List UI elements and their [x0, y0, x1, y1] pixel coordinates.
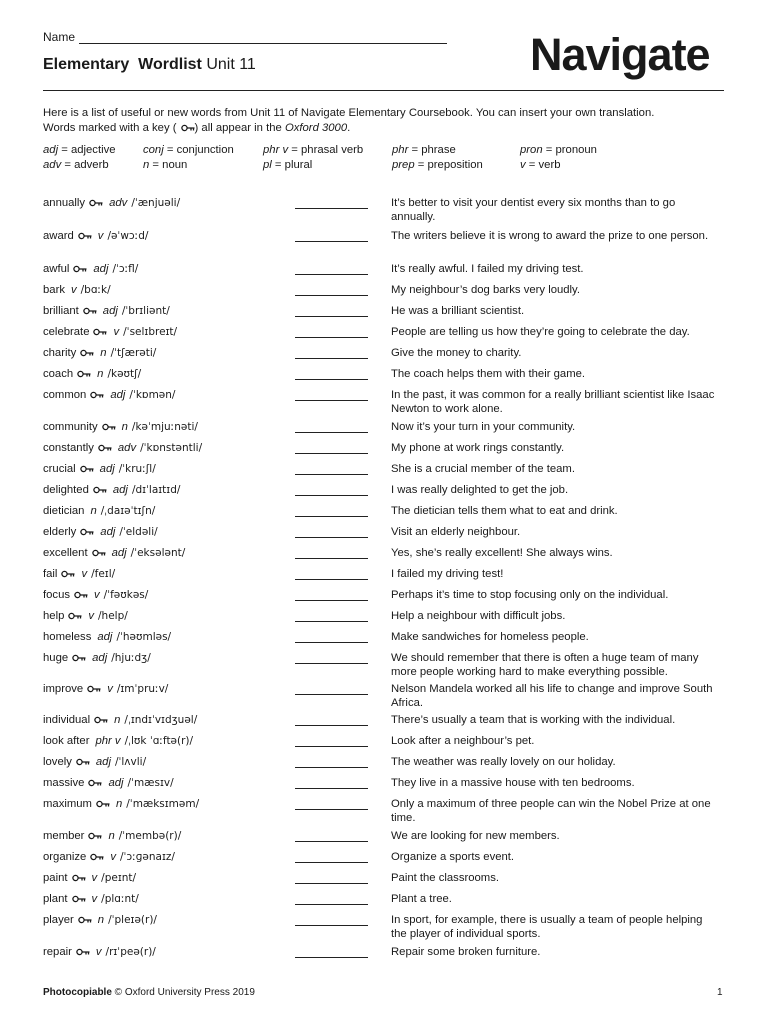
pronunciation: /hjuːdʒ/: [111, 652, 151, 664]
name-label: Name: [43, 30, 76, 44]
key-icon: [83, 307, 97, 315]
part-of-speech: n: [100, 347, 107, 359]
translation-blank[interactable]: [295, 767, 368, 768]
headword: celebrate: [43, 326, 90, 338]
pronunciation: /kəˈmjuːnəti/: [131, 421, 198, 433]
part-of-speech: n: [90, 505, 97, 517]
legend-abbr: prep: [392, 159, 415, 171]
translation-blank[interactable]: [295, 746, 368, 747]
footer-copyright: [43, 987, 255, 998]
example-sentence: Give the money to charity.: [391, 347, 522, 359]
pronunciation: /ˈeksələnt/: [130, 547, 186, 559]
key-icon: [72, 874, 86, 882]
translation-blank[interactable]: [295, 208, 368, 209]
part-of-speech: adv: [117, 442, 137, 454]
part-of-speech: adj: [97, 631, 113, 643]
key-icon: [102, 423, 116, 431]
word-entry: [43, 682, 168, 696]
pronunciation: /plɑːnt/: [101, 893, 139, 905]
intro-oxford-3000: Oxford 3000: [284, 121, 348, 134]
translation-blank[interactable]: [295, 788, 368, 789]
part-of-speech: n: [114, 714, 121, 726]
pronunciation: /kəʊtʃ/: [107, 368, 142, 380]
legend-item: [263, 143, 363, 158]
pronunciation: /ˈɔːɡənaɪz/: [120, 851, 175, 863]
key-icon: [90, 853, 104, 861]
word-entry: [43, 829, 181, 843]
word-entry: [43, 346, 156, 360]
word-entry: [43, 196, 180, 210]
word-entry: [43, 651, 151, 665]
intro-line-2: [43, 121, 724, 136]
key-icon: [80, 528, 94, 536]
translation-blank[interactable]: [295, 537, 368, 538]
word-entry: [43, 567, 115, 581]
pronunciation: /rɪˈpeə(r)/: [105, 946, 156, 958]
word-entry: [43, 262, 138, 276]
word-entry: [43, 304, 170, 318]
headword: brilliant: [43, 305, 79, 317]
pronunciation: /ˈeldəli/: [119, 526, 158, 538]
part-of-speech: v: [113, 326, 120, 338]
translation-blank[interactable]: [295, 241, 368, 242]
word-entry: [43, 462, 156, 476]
part-of-speech: adj: [102, 305, 118, 317]
footer-copyright-text: © Oxford University Press 2019: [111, 987, 255, 998]
intro-line-2-end: .: [347, 121, 351, 134]
example-sentence: Now it’s your turn in your community.: [391, 421, 576, 433]
word-entry: [43, 420, 198, 434]
part-of-speech: adj: [95, 756, 111, 768]
word-entry: [43, 388, 175, 402]
pronunciation: /feɪl/: [91, 568, 116, 580]
key-icon: [96, 800, 110, 808]
example-sentence: We are looking for new members.: [391, 830, 560, 842]
word-entry: [43, 734, 193, 748]
key-icon: [76, 758, 90, 766]
key-icon: [72, 654, 86, 662]
pronunciation: /ˈænjuəli/: [131, 197, 181, 209]
intro-text: [43, 106, 724, 135]
part-of-speech: v: [70, 284, 77, 296]
legend-meaning: = noun: [149, 159, 188, 171]
key-icon: [77, 370, 91, 378]
part-of-speech: adj: [111, 547, 127, 559]
headword: crucial: [43, 463, 76, 475]
headword: lovely: [43, 756, 72, 768]
brand-logo: Navigate: [530, 29, 710, 80]
part-of-speech: adj: [110, 389, 126, 401]
translation-blank[interactable]: [295, 957, 368, 958]
pronunciation: /ˈfəʊkəs/: [103, 589, 149, 601]
word-entry: [43, 504, 155, 518]
translation-blank[interactable]: [295, 642, 368, 643]
translation-blank[interactable]: [295, 432, 368, 433]
name-blank-line: [79, 32, 447, 44]
key-icon: [89, 199, 103, 207]
key-icon: [61, 570, 75, 578]
headword: improve: [43, 683, 84, 695]
example-sentence: Make sandwiches for homeless people.: [391, 631, 589, 643]
pronunciation: /ˈhəʊmləs/: [116, 631, 172, 643]
translation-blank[interactable]: [295, 495, 368, 496]
legend-abbr: conj: [143, 144, 164, 156]
headword: elderly: [43, 526, 77, 538]
word-entry: [43, 441, 202, 455]
part-of-speech: v: [110, 851, 116, 863]
pronunciation: /ˈpleɪə(r)/: [108, 914, 157, 926]
translation-blank[interactable]: [295, 453, 368, 454]
translation-blank[interactable]: [295, 904, 368, 905]
key-icon: [74, 591, 88, 599]
part-of-speech: v: [88, 610, 95, 622]
word-entry: [43, 483, 180, 497]
example-sentence: It’s really awful. I failed my driving test.: [391, 263, 584, 275]
word-entry: [43, 850, 175, 864]
headword: individual: [43, 714, 91, 726]
headword: massive: [43, 777, 85, 789]
headword: paint: [43, 872, 68, 884]
legend-abbr: n: [143, 159, 150, 171]
part-of-speech: adj: [92, 652, 108, 664]
example-sentence: It’s better to visit your dentist every six months than to go annually.: [391, 197, 676, 223]
pronunciation: /ˈkɒmən/: [129, 389, 176, 401]
part-of-speech: adv: [109, 197, 128, 209]
part-of-speech: v: [91, 872, 98, 884]
word-entry: [43, 871, 136, 885]
headword: huge: [43, 652, 69, 664]
key-icon: [90, 391, 104, 399]
name-field-row: [43, 30, 447, 44]
headword: player: [43, 914, 74, 926]
headword: excellent: [43, 547, 88, 559]
translation-blank[interactable]: [295, 558, 368, 559]
legend-meaning: = phrasal verb: [288, 144, 364, 156]
pronunciation: /ˈtʃærəti/: [110, 347, 157, 359]
legend-meaning: = pronoun: [542, 144, 597, 156]
headword: plant: [43, 893, 68, 905]
pronunciation: /dɪˈlaɪtɪd/: [131, 484, 181, 496]
word-entry: [43, 367, 141, 381]
key-icon: [87, 685, 101, 693]
pronunciation: /ˈmæsɪv/: [127, 777, 174, 789]
headword: organize: [43, 851, 87, 863]
key-icon: [92, 549, 106, 557]
legend-item: [520, 143, 597, 158]
example-sentence: Repair some broken furniture.: [391, 946, 541, 958]
headword: delighted: [43, 484, 89, 496]
word-entry: [43, 892, 139, 906]
translation-blank[interactable]: [295, 621, 368, 622]
translation-blank[interactable]: [295, 358, 368, 359]
part-of-speech: adj: [93, 263, 109, 275]
part-of-speech: v: [94, 589, 100, 601]
pronunciation: /bɑːk/: [80, 284, 111, 296]
intro-line-2-mid: ) all appear in the: [194, 121, 285, 134]
intro-line-1: Here is a list of useful or new words from Unit 11 of Navigate Elementary Coursebook. You can insert your own translation.: [43, 107, 655, 119]
legend-meaning: = conjunction: [163, 144, 234, 156]
word-entry: [43, 546, 185, 560]
legend-abbr: pl: [263, 159, 272, 171]
translation-blank[interactable]: [295, 316, 368, 317]
headword: maximum: [43, 798, 92, 810]
title-bold: Elementary Wordlist: [43, 56, 202, 73]
headword: fail: [43, 568, 58, 580]
part-of-speech: n: [108, 830, 115, 842]
example-sentence: He was a brilliant scientist.: [391, 305, 525, 317]
header-divider: [43, 90, 724, 91]
translation-blank[interactable]: [295, 663, 368, 664]
word-entry: [43, 713, 197, 727]
legend-meaning: = adverb: [61, 159, 109, 171]
page-title: [43, 56, 256, 74]
key-icon: [94, 716, 108, 724]
legend-abbr: phr: [392, 144, 409, 156]
pronunciation: /ˈselɪbreɪt/: [123, 326, 178, 338]
key-icon: [88, 832, 102, 840]
example-sentence: People are telling us how they’re going to celebrate the day.: [391, 326, 690, 338]
example-sentence: Perhaps it’s time to stop focusing only on the individual.: [391, 589, 669, 601]
key-icon: [72, 895, 86, 903]
example-sentence: We should remember that there is often a huge team of many more people working hard to make everything possible.: [391, 652, 699, 678]
headword: member: [43, 830, 85, 842]
part-of-speech: phr v: [95, 735, 121, 747]
headword: awful: [43, 263, 70, 275]
legend-item: [520, 158, 561, 173]
key-icon: [68, 612, 82, 620]
pronunciation: /ˈmæksɪməm/: [126, 798, 200, 810]
translation-blank[interactable]: [295, 694, 368, 695]
example-sentence: My phone at work rings constantly.: [391, 442, 565, 454]
example-sentence: They live in a massive house with ten bedrooms.: [391, 777, 635, 789]
example-sentence: Nelson Mandela worked all his life to change and improve South Africa.: [391, 683, 713, 709]
word-entry: [43, 609, 128, 623]
translation-blank[interactable]: [295, 337, 368, 338]
headword: repair: [43, 946, 72, 958]
headword: look after: [43, 735, 90, 747]
title-unit: Unit 11: [206, 56, 256, 73]
word-entry: [43, 630, 171, 644]
legend-item: [43, 158, 109, 173]
translation-blank[interactable]: [295, 295, 368, 296]
part-of-speech: adj: [112, 484, 128, 496]
headword: homeless: [43, 631, 92, 643]
example-sentence: The writers believe it is wrong to award the prize to one person.: [391, 230, 709, 242]
headword: bark: [43, 284, 65, 296]
example-sentence: Organize a sports event.: [391, 851, 515, 863]
example-sentence: I failed my driving test!: [391, 568, 504, 580]
translation-blank[interactable]: [295, 274, 368, 275]
example-sentence: Visit an elderly neighbour.: [391, 526, 521, 538]
legend-abbr: pron: [520, 144, 543, 156]
pronunciation: /ˌlʊk ˈɑːftə(r)/: [124, 735, 194, 747]
legend-item: [143, 143, 234, 158]
example-sentence: I was really delighted to get the job.: [391, 484, 569, 496]
example-sentence: She is a crucial member of the team.: [391, 463, 575, 475]
pronunciation: /help/: [98, 610, 128, 622]
example-sentence: In the past, it was common for a really brilliant scientist like Isaac Newton to work alone.: [391, 389, 715, 415]
headword: annually: [43, 197, 86, 209]
part-of-speech: n: [97, 368, 104, 380]
part-of-speech: v: [107, 683, 113, 695]
legend-item: [263, 158, 312, 173]
legend-item: [392, 158, 483, 173]
legend-abbr: adj: [43, 144, 59, 156]
legend-item: [43, 143, 116, 158]
part-of-speech: adj: [100, 526, 116, 538]
part-of-speech: v: [97, 230, 104, 242]
pronunciation: /ˈɔːfl/: [112, 263, 139, 275]
key-icon: [181, 124, 195, 132]
key-icon: [93, 486, 107, 494]
legend-meaning: = plural: [271, 159, 313, 171]
headword: common: [43, 389, 87, 401]
key-icon: [73, 265, 87, 273]
pronunciation: /ˈlʌvli/: [114, 756, 147, 768]
translation-blank[interactable]: [295, 579, 368, 580]
part-of-speech: adj: [108, 777, 124, 789]
legend-item: [392, 143, 456, 158]
translation-blank[interactable]: [295, 883, 368, 884]
example-sentence: Plant a tree.: [391, 893, 452, 905]
translation-blank[interactable]: [295, 809, 368, 810]
word-entry: [43, 776, 174, 790]
word-entry: [43, 913, 157, 927]
translation-blank[interactable]: [295, 516, 368, 517]
footer-photocopiable: Photocopiable: [43, 987, 112, 998]
key-icon: [78, 232, 92, 240]
word-entry: [43, 229, 148, 243]
intro-line-2-pre: Words marked with a key (: [43, 121, 177, 134]
example-sentence: The weather was really lovely on our holiday.: [391, 756, 616, 768]
part-of-speech: v: [81, 568, 88, 580]
translation-blank[interactable]: [295, 400, 368, 401]
word-entry: [43, 283, 111, 297]
key-icon: [93, 328, 107, 336]
example-sentence: Look after a neighbour’s pet.: [391, 735, 535, 747]
pronunciation: /ˈbrɪliənt/: [121, 305, 170, 317]
part-of-speech: n: [97, 914, 105, 926]
pronunciation: /ˈkɒnstəntli/: [140, 442, 203, 454]
translation-blank[interactable]: [295, 474, 368, 475]
translation-blank[interactable]: [295, 600, 368, 601]
page-number: 1: [717, 987, 723, 998]
part-of-speech: v: [95, 946, 102, 958]
word-entry: [43, 325, 177, 339]
headword: dietician: [43, 505, 85, 517]
key-icon: [80, 465, 94, 473]
legend-meaning: = phrase: [408, 144, 456, 156]
pronunciation: /ˈmembə(r)/: [118, 830, 182, 842]
legend-item: [143, 158, 187, 173]
example-sentence: Help a neighbour with difficult jobs.: [391, 610, 566, 622]
legend-meaning: = adjective: [58, 144, 116, 156]
pronunciation: /əˈwɔːd/: [107, 230, 149, 242]
headword: help: [43, 610, 65, 622]
legend-abbr: phr v: [263, 144, 289, 156]
part-of-speech: v: [91, 893, 98, 905]
example-sentence: My neighbour’s dog barks very loudly.: [391, 284, 581, 296]
key-icon: [80, 349, 94, 357]
legend-abbr: adv: [43, 159, 62, 171]
pronunciation: /ɪmˈpruːv/: [116, 683, 169, 695]
legend-meaning: = preposition: [414, 159, 483, 171]
key-icon: [98, 444, 112, 452]
headword: constantly: [43, 442, 94, 454]
legend-abbr: v: [520, 159, 526, 171]
translation-blank[interactable]: [295, 841, 368, 842]
example-sentence: In sport, for example, there is usually a team of people helping the player of individual sports.: [391, 914, 703, 940]
translation-blank[interactable]: [295, 725, 368, 726]
translation-blank[interactable]: [295, 379, 368, 380]
word-entry: [43, 755, 146, 769]
example-sentence: The coach helps them with their game.: [391, 368, 586, 380]
headword: coach: [43, 368, 74, 380]
key-icon: [76, 948, 90, 956]
pronunciation: /ˌɪndɪˈvɪdʒuəl/: [124, 714, 198, 726]
translation-blank[interactable]: [295, 862, 368, 863]
legend-meaning: = verb: [525, 159, 561, 171]
part-of-speech: n: [115, 798, 123, 810]
translation-blank[interactable]: [295, 925, 368, 926]
pronunciation: /peɪnt/: [101, 872, 137, 884]
headword: community: [43, 421, 98, 433]
example-sentence: Only a maximum of three people can win the Nobel Prize at one time.: [391, 798, 711, 824]
headword: focus: [43, 589, 71, 601]
part-of-speech: adj: [99, 463, 115, 475]
example-sentence: Paint the classrooms.: [391, 872, 499, 884]
pronunciation: /ˌdaɪəˈtɪʃn/: [100, 505, 156, 517]
key-icon: [88, 779, 102, 787]
headword: award: [43, 230, 74, 242]
word-entry: [43, 525, 158, 539]
example-sentence: There’s usually a team that is working with the individual.: [391, 714, 676, 726]
key-icon: [78, 916, 92, 924]
headword: charity: [43, 347, 77, 359]
example-sentence: Yes, she’s really excellent! She always wins.: [391, 547, 613, 559]
part-of-speech: n: [121, 421, 128, 433]
word-entry: [43, 588, 148, 602]
word-entry: [43, 945, 156, 959]
word-entry: [43, 797, 199, 811]
pronunciation: /ˈkruːʃl/: [118, 463, 156, 475]
example-sentence: The dietician tells them what to eat and drink.: [391, 505, 618, 517]
